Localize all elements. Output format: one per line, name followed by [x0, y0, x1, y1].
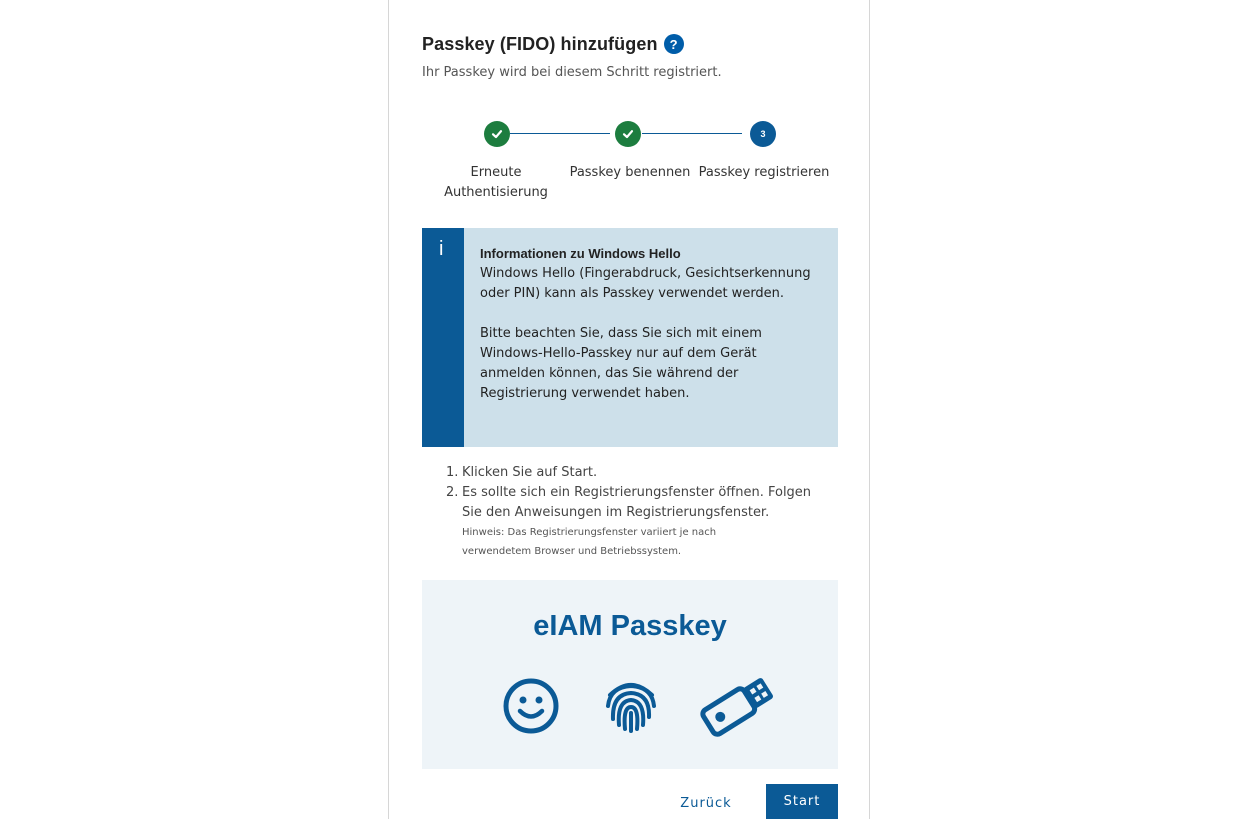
page-title: Passkey (FIDO) hinzufügen: [422, 33, 658, 54]
help-question-icon[interactable]: ?: [664, 34, 684, 54]
instruction-2-text-line1: Es sollte sich ein Registrierungsfenster öffnen. Folgen: [462, 485, 812, 500]
instruction-item-1: [446, 463, 836, 483]
usb-key-icon: [694, 668, 780, 740]
eiam-passkey-banner: [422, 580, 838, 769]
step-2-check-icon: [615, 121, 641, 147]
step-connector-1: [510, 133, 610, 134]
info-paragraph-2: Bitte beachten Sie, dass Sie sich mit einem Windows-Hello-Passkey nur auf dem Gerät anmelden können, das Sie während der Registrierung verwendet haben.: [480, 326, 762, 401]
step-1-label-line2: Authentisierung: [444, 185, 548, 200]
face-icon: [500, 675, 562, 737]
step-2-label: Passkey benennen: [569, 165, 691, 180]
instruction-item-2: [446, 483, 836, 503]
instruction-2-text-line2: Sie den Anweisungen im Registrierungsfenster.: [462, 505, 770, 520]
info-bar: [422, 228, 464, 447]
step-1-label-line1: Erneute: [470, 165, 522, 180]
step-1-label: [436, 163, 556, 203]
back-button[interactable]: Zurück: [668, 786, 744, 820]
info-title: Informationen zu Windows Hello: [480, 246, 681, 261]
title-row: [422, 31, 684, 57]
instruction-hint-line1: Hinweis: Das Registrierungsfenster variiert je nach: [462, 527, 717, 538]
banner-title: eIAM Passkey: [533, 610, 727, 642]
step-3-current-indicator: 3: [750, 121, 776, 147]
step-connector-2: [642, 133, 742, 134]
step-3-label: Passkey registrieren: [698, 165, 830, 180]
info-body: [464, 228, 838, 447]
start-button[interactable]: Start: [766, 784, 838, 819]
info-box-windows-hello: [422, 228, 838, 447]
info-paragraph-1: Windows Hello (Fingerabdruck, Gesichtserkennung oder PIN) kann als Passkey verwendet werden.: [480, 266, 811, 301]
step-1-check-icon: [484, 121, 510, 147]
instruction-1-number: 1.: [446, 465, 459, 480]
info-icon: i: [439, 238, 444, 260]
instruction-list: [446, 463, 836, 561]
fingerprint-icon: [600, 673, 662, 735]
instruction-hint-line2: verwendetem Browser und Betriebssystem.: [462, 546, 682, 557]
page-subtitle: Ihr Passkey wird bei diesem Schritt registriert.: [422, 65, 722, 80]
instruction-2-number: 2.: [446, 485, 459, 500]
instruction-1-text: Klicken Sie auf Start.: [462, 465, 598, 480]
